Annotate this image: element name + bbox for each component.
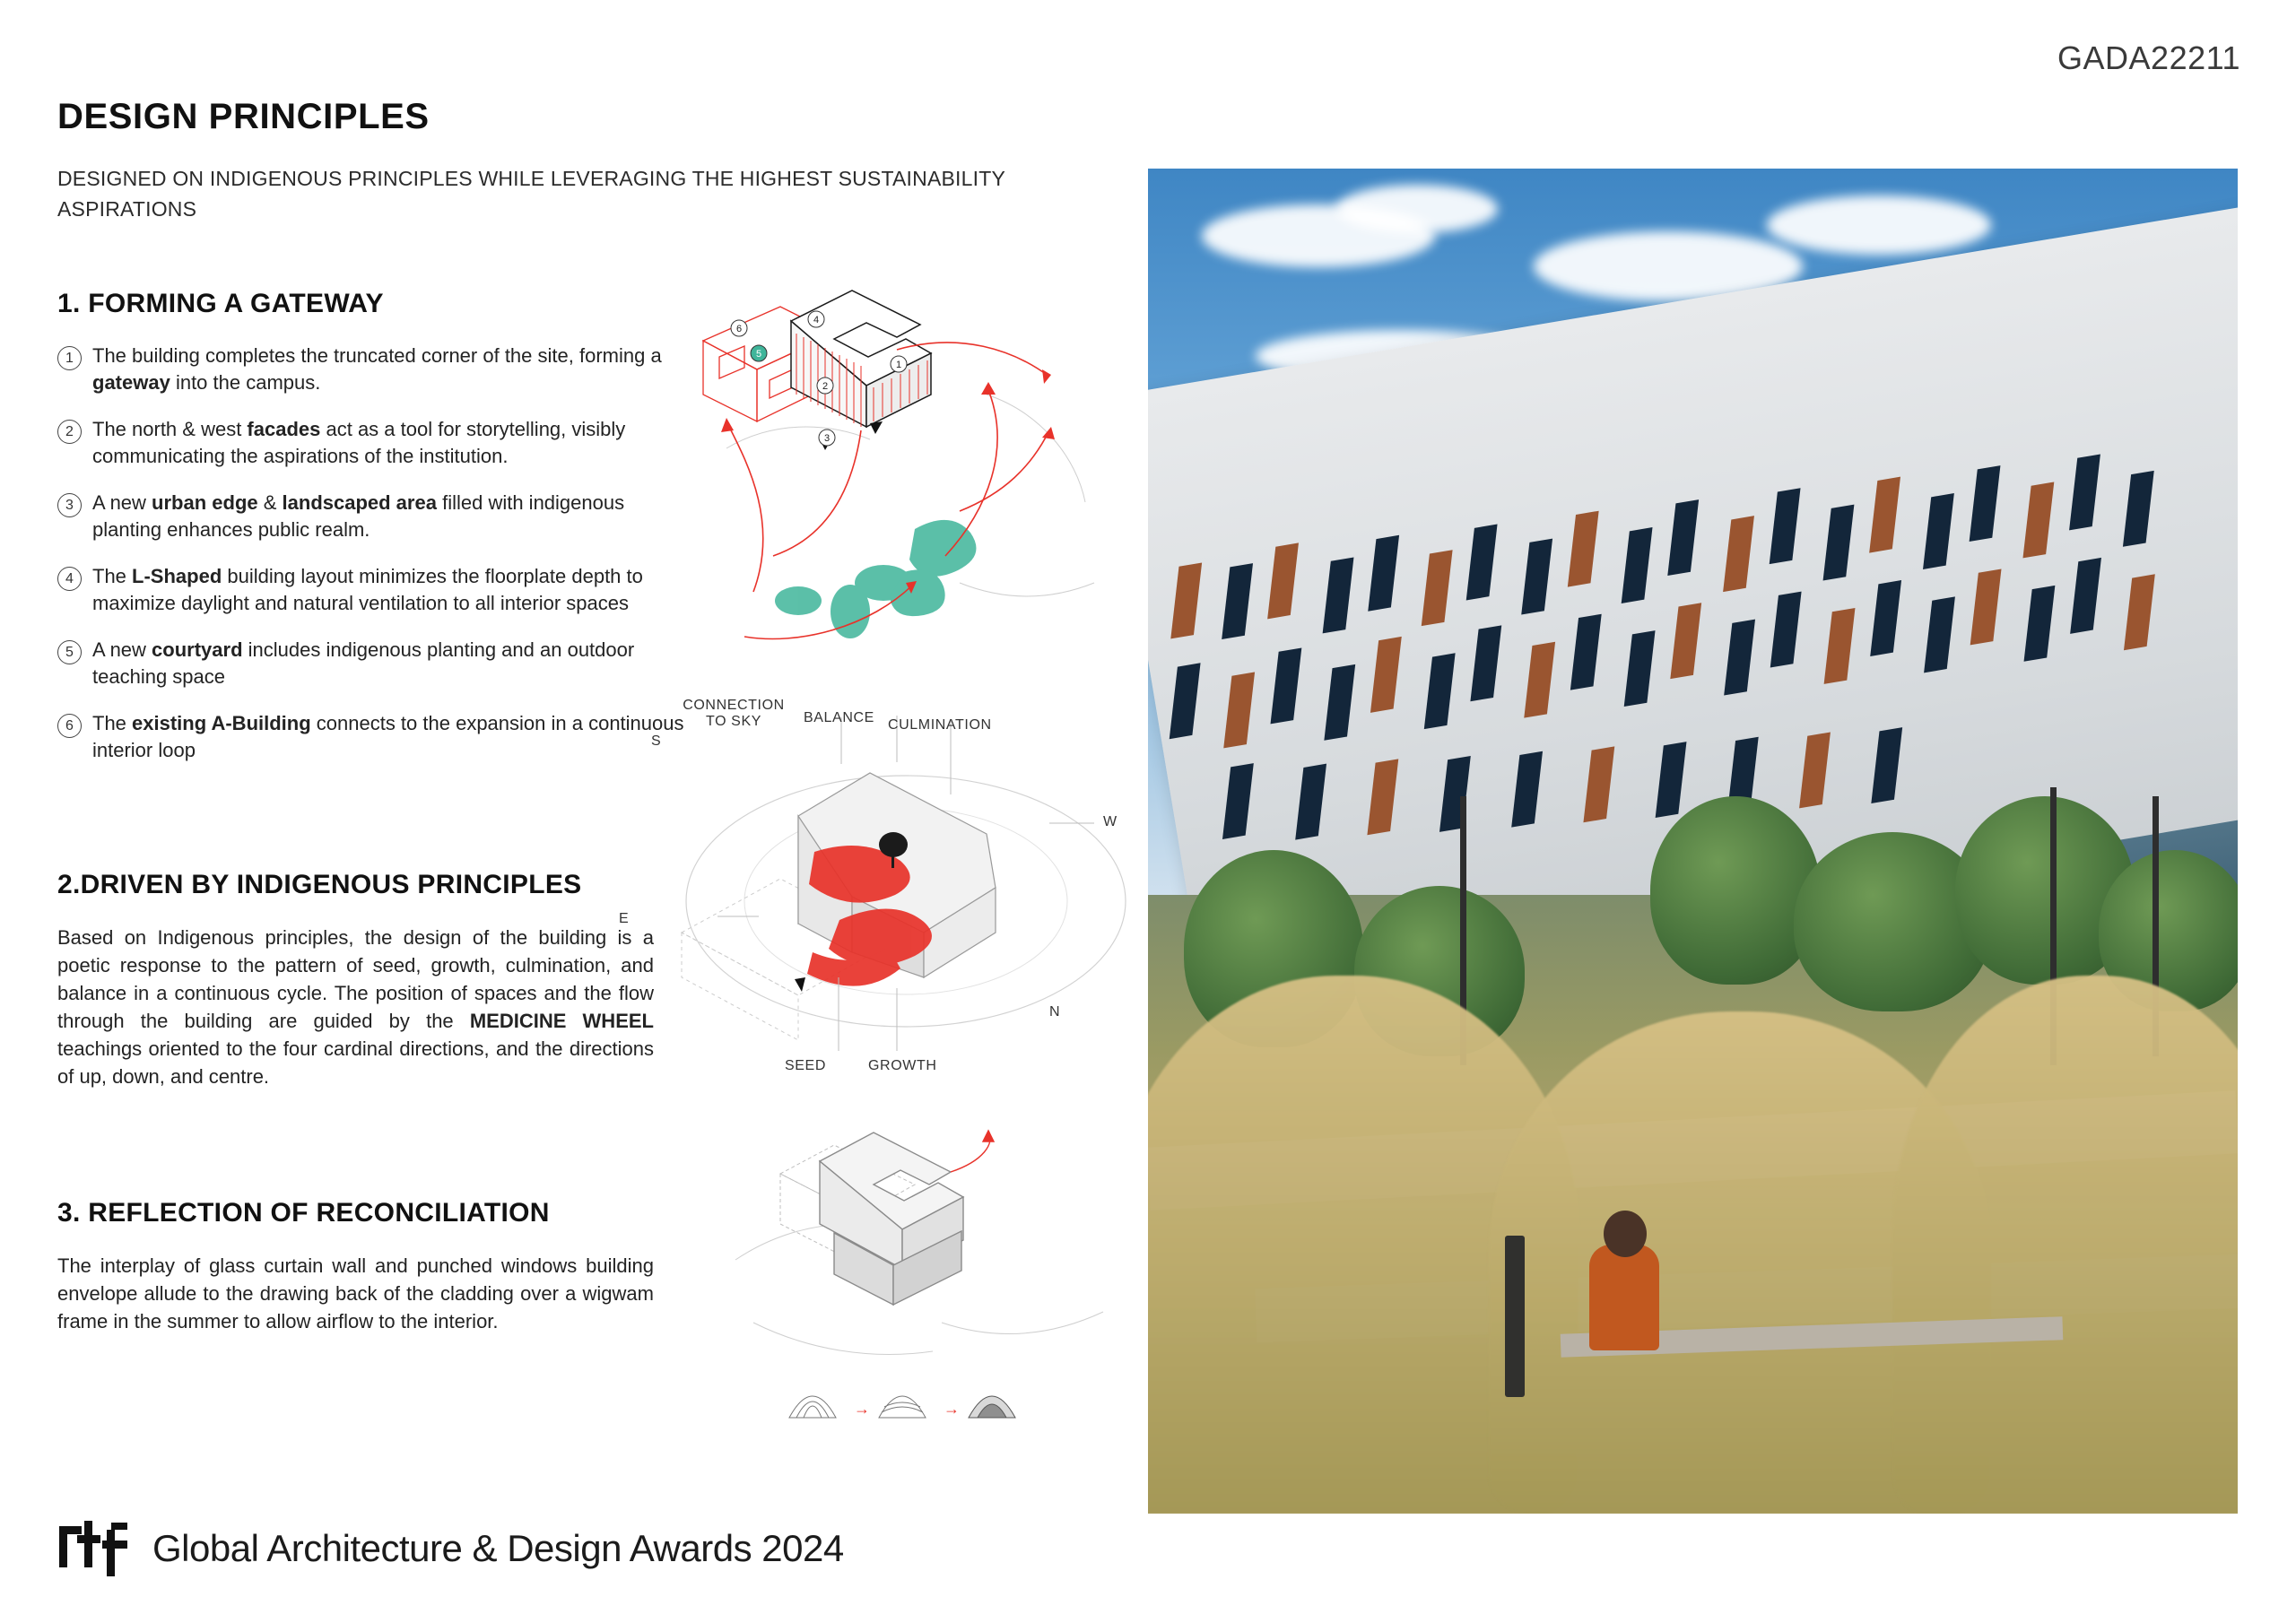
- gateway-principles-list: [57, 343, 685, 764]
- building-envelope: [820, 1133, 963, 1305]
- list-item: [57, 563, 685, 617]
- ornamental-grass: [1892, 976, 2238, 1514]
- list-number-badge: 6: [57, 714, 82, 738]
- list-item: [57, 343, 685, 396]
- label-growth: GROWTH: [868, 1058, 937, 1073]
- seated-person-body: [1589, 1245, 1659, 1350]
- list-item: [57, 490, 685, 543]
- page-subtitle: DESIGNED ON INDIGENOUS PRINCIPLES WHILE LEVERAGING THE HIGHEST SUSTAINABILITY ASPIRATIONS: [57, 167, 1005, 221]
- list-item: [57, 416, 685, 470]
- list-item-text: A new courtyard includes indigenous planting and an outdoor teaching space: [92, 638, 635, 688]
- section-2-paragraph: Based on Indigenous principles, the design of the building is a poetic response to the pattern of seed, growth, culmination, and balance in a continuous cycle. The position of spaces and the flow through the building are guided by the MEDICINE WHEEL teachings oriented to the four cardinal directions, and the directions of up, down, and centre.: [57, 926, 654, 1088]
- svg-text:6: 6: [735, 324, 743, 334]
- list-number-badge: 2: [57, 420, 82, 444]
- list-item: [57, 710, 685, 764]
- svg-text:5: 5: [755, 349, 762, 360]
- svg-text:3: 3: [823, 433, 831, 444]
- label-culmination: CULMINATION: [888, 717, 992, 733]
- rtf-logo: [57, 1521, 140, 1576]
- gateway-massing-svg: [691, 287, 1139, 664]
- section-3-heading: 3. REFLECTION OF RECONCILIATION: [57, 1198, 550, 1228]
- medicine-wheel-svg: [628, 708, 1184, 1076]
- label-connection-to-sky: CONNECTION TO SKY: [683, 698, 785, 729]
- list-number-badge: 3: [57, 493, 82, 517]
- wigwam-cladding-svg: [726, 1125, 1175, 1448]
- list-item-text: The north & west facades act as a tool for storytelling, visibly communicating the aspirations of the institution.: [92, 418, 626, 467]
- footer: [57, 1521, 844, 1576]
- svg-text:4: 4: [813, 315, 820, 325]
- wigwam-cladding-diagram: [726, 1125, 1175, 1448]
- svg-text:2: 2: [822, 381, 829, 392]
- section-reflection-of-reconciliation: [57, 1198, 685, 1335]
- section-3-paragraph: The interplay of glass curtain wall and punched windows building envelope allude to the drawing back of the cladding over a wigwam frame in the summer to allow airflow to the interior.: [57, 1254, 654, 1332]
- reference-code: GADA22211: [2057, 39, 2240, 76]
- svg-text:1: 1: [895, 360, 902, 370]
- page-title: DESIGN PRINCIPLES: [57, 97, 430, 136]
- label-west: W: [1103, 814, 1118, 829]
- list-item-text: The building completes the truncated corner of the site, forming a gateway into the campus.: [92, 344, 662, 394]
- cloud: [1336, 185, 1498, 233]
- medicine-wheel-diagram: [619, 698, 1184, 1076]
- gateway-massing-diagram: [691, 287, 1139, 664]
- label-seed: SEED: [785, 1058, 826, 1073]
- label-balance: BALANCE: [804, 710, 874, 725]
- list-number-badge: 4: [57, 567, 82, 591]
- list-number-badge: 1: [57, 346, 82, 370]
- label-north: N: [1049, 1004, 1061, 1020]
- label-south: S: [651, 733, 662, 749]
- seated-person-head: [1604, 1211, 1647, 1257]
- bollard-light: [1505, 1236, 1525, 1397]
- section-2-heading: 2.DRIVEN BY INDIGENOUS PRINCIPLES: [57, 870, 582, 899]
- list-number-badge: 5: [57, 640, 82, 664]
- label-east: E: [619, 911, 630, 926]
- wigwam-sequence: [789, 1396, 1015, 1418]
- list-item-text: The existing A-Building connects to the expansion in a continuous interior loop: [92, 712, 684, 761]
- landscape-blobs: [775, 520, 976, 638]
- tree: [1650, 796, 1821, 985]
- section-driven-by-indigenous-principles: [57, 870, 685, 1090]
- section-1-heading: 1. FORMING A GATEWAY: [57, 289, 384, 318]
- content-left-column: [57, 289, 685, 1335]
- building-photograph: [1148, 169, 2238, 1514]
- list-item-text: A new urban edge & landscaped area filled with indigenous planting enhances public realm.: [92, 491, 625, 541]
- footer-title: Global Architecture & Design Awards 2024: [152, 1527, 844, 1569]
- cloud: [1767, 195, 1991, 255]
- svg-text:→: →: [854, 1400, 870, 1418]
- svg-text:→: →: [944, 1400, 960, 1418]
- list-item: [57, 637, 685, 690]
- list-item-text: The L-Shaped building layout minimizes the floorplate depth to maximize daylight and natural ventilation to all interior spaces: [92, 565, 643, 614]
- section-forming-a-gateway: [57, 289, 685, 764]
